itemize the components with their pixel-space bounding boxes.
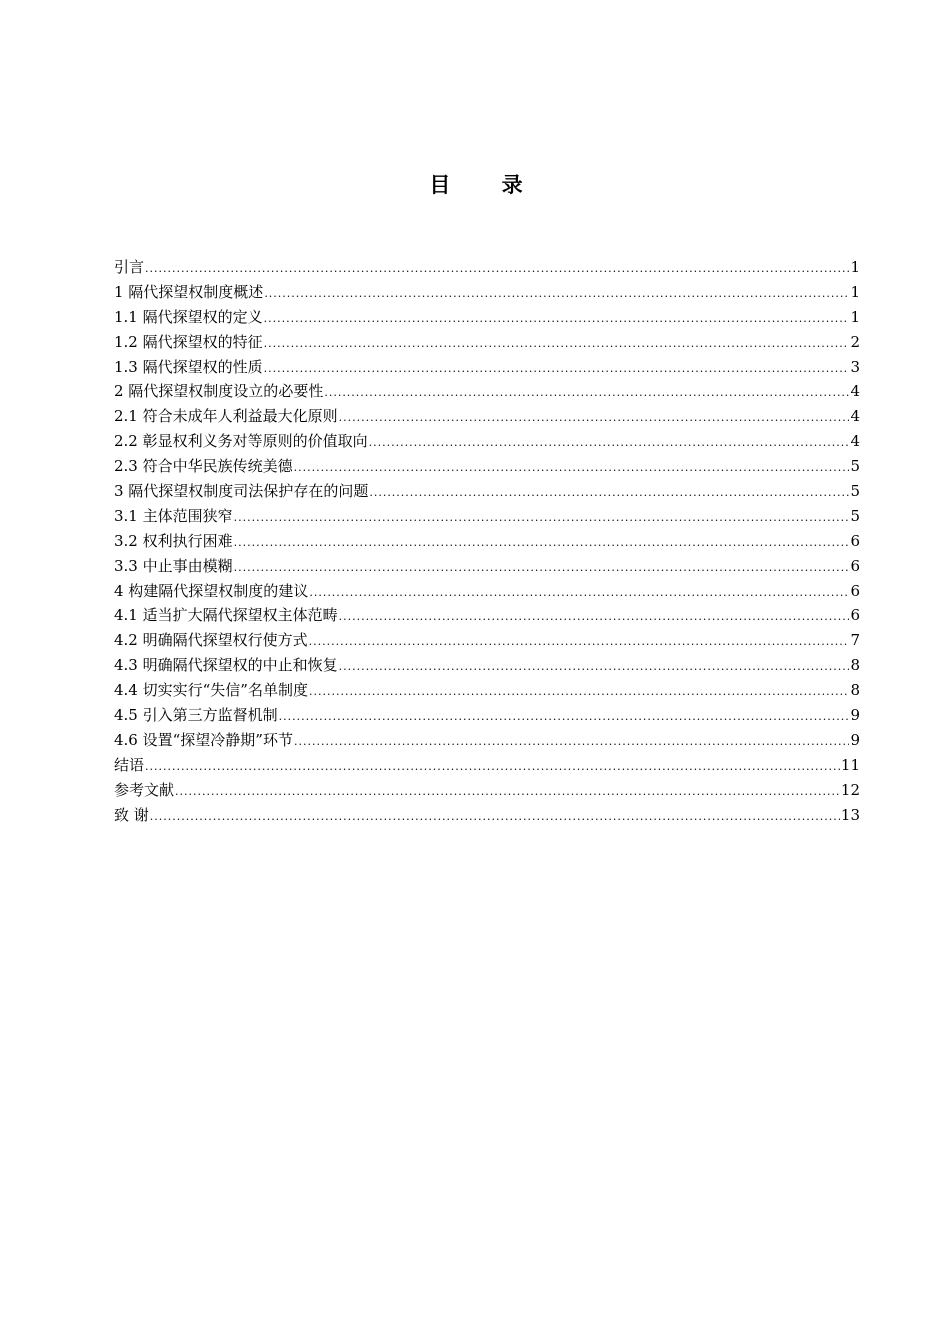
- toc-entry-label: 1.1 隔代探望权的定义: [114, 307, 263, 326]
- toc-entry[interactable]: [114, 255, 860, 280]
- dot-leader: [234, 506, 850, 531]
- toc-entry-label: 3.3 中止事由模糊: [114, 556, 233, 575]
- toc-entry-label: 2.3 符合中华民族传统美德: [114, 457, 293, 476]
- toc-entry[interactable]: [114, 753, 860, 778]
- toc-entry-page-number: 3: [850, 357, 860, 376]
- toc-entry-page-number: 4: [850, 382, 860, 401]
- toc-entry-page-number: 7: [850, 631, 860, 650]
- dot-leader: [309, 680, 849, 705]
- toc-entry[interactable]: [114, 529, 860, 554]
- toc-entry[interactable]: [114, 404, 860, 429]
- dot-leader: [150, 805, 840, 830]
- dot-leader: [279, 705, 850, 730]
- dot-leader: [145, 257, 849, 282]
- toc-entry-label: 4.2 明确隔代探望权行使方式: [114, 631, 308, 650]
- toc-entry-page-number: 5: [850, 457, 860, 476]
- toc-entry-page-number: 9: [850, 706, 860, 725]
- toc-entry-label: 3.1 主体范围狭窄: [114, 506, 233, 525]
- toc-entry-label: 4.6 设置“探望冷静期”环节: [114, 730, 293, 749]
- dot-leader: [234, 531, 850, 556]
- toc-entry[interactable]: [114, 454, 860, 479]
- toc-entry-label: 4 构建隔代探望权制度的建议: [114, 581, 309, 600]
- toc-entry-label: 引言: [114, 258, 145, 276]
- toc-entry-label: 结语: [114, 755, 145, 774]
- toc-entry[interactable]: [114, 728, 860, 753]
- toc-entry[interactable]: [114, 579, 860, 604]
- toc-entry[interactable]: [114, 479, 860, 504]
- toc-entry-page-number: 4: [850, 407, 860, 426]
- toc-entry-label: 2 隔代探望权制度设立的必要性: [114, 382, 324, 401]
- toc-entry-page-number: 5: [850, 482, 860, 501]
- table-of-contents: [114, 255, 860, 827]
- toc-entry-label: 1 隔代探望权制度概述: [114, 282, 264, 301]
- toc-entry[interactable]: [114, 703, 860, 728]
- dot-leader: [339, 655, 850, 680]
- dot-leader: [145, 755, 840, 780]
- toc-entry-label: 参考文献: [114, 780, 175, 799]
- toc-entry-label: 3.2 权利执行困难: [114, 531, 233, 550]
- toc-entry[interactable]: [114, 355, 860, 380]
- toc-entry-page-number: 1: [850, 282, 860, 301]
- toc-entry-label: 3 隔代探望权制度司法保护存在的问题: [114, 482, 369, 501]
- toc-entry[interactable]: [114, 429, 860, 454]
- toc-entry-label: 4.1 适当扩大隔代探望权主体范畴: [114, 606, 338, 625]
- toc-entry-label: 1.2 隔代探望权的特征: [114, 332, 263, 351]
- toc-entry-page-number: 4: [850, 432, 860, 451]
- page-title: 目 录: [429, 173, 545, 197]
- dot-leader: [369, 431, 850, 456]
- dot-leader: [264, 332, 850, 357]
- toc-entry-label: 致 谢: [114, 805, 149, 824]
- dot-leader: [175, 780, 840, 805]
- toc-entry-page-number: 2: [850, 332, 860, 351]
- dot-leader: [264, 282, 849, 307]
- toc-entry[interactable]: [114, 803, 860, 828]
- dot-leader: [294, 730, 849, 755]
- toc-entry-page-number: 6: [850, 606, 860, 625]
- toc-entry-label: 4.4 切实实行“失信”名单制度: [114, 681, 308, 700]
- toc-entry-page-number: 9: [850, 730, 860, 749]
- toc-entry[interactable]: [114, 603, 860, 628]
- toc-entry[interactable]: [114, 379, 860, 404]
- dot-leader: [264, 357, 850, 382]
- toc-entry-page-number: 6: [850, 556, 860, 575]
- dot-leader: [339, 406, 850, 431]
- toc-entry[interactable]: [114, 504, 860, 529]
- toc-entry-label: 4.5 引入第三方监督机制: [114, 706, 278, 725]
- toc-entry[interactable]: [114, 628, 860, 653]
- toc-entry-label: 4.3 明确隔代探望权的中止和恢复: [114, 656, 338, 675]
- toc-entry-page-number: 1: [850, 307, 860, 326]
- toc-entry-page-number: 8: [850, 681, 860, 700]
- toc-entry-page-number: 1: [850, 258, 860, 276]
- dot-leader: [309, 630, 850, 655]
- toc-entry-page-number: 12: [840, 780, 860, 799]
- dot-leader: [309, 581, 849, 606]
- dot-leader: [264, 307, 850, 332]
- toc-entry[interactable]: [114, 280, 860, 305]
- toc-entry-page-number: 11: [840, 755, 860, 774]
- toc-entry[interactable]: [114, 653, 860, 678]
- toc-entry-page-number: 5: [850, 506, 860, 525]
- dot-leader: [369, 481, 849, 506]
- toc-entry-label: 1.3 隔代探望权的性质: [114, 357, 263, 376]
- toc-entry-label: 2.1 符合未成年人利益最大化原则: [114, 407, 338, 426]
- toc-entry-page-number: 8: [850, 656, 860, 675]
- toc-entry[interactable]: [114, 305, 860, 330]
- toc-entry[interactable]: [114, 554, 860, 579]
- toc-entry[interactable]: [114, 330, 860, 355]
- dot-leader: [324, 381, 849, 406]
- toc-entry-page-number: 6: [850, 581, 860, 600]
- toc-entry[interactable]: [114, 778, 860, 803]
- dot-leader: [234, 556, 850, 581]
- toc-entry-page-number: 6: [850, 531, 860, 550]
- toc-entry[interactable]: [114, 678, 860, 703]
- dot-leader: [294, 456, 850, 481]
- toc-entry-page-number: 13: [840, 805, 860, 824]
- toc-entry-label: 2.2 彰显权利义务对等原则的价值取向: [114, 432, 368, 451]
- dot-leader: [339, 605, 850, 630]
